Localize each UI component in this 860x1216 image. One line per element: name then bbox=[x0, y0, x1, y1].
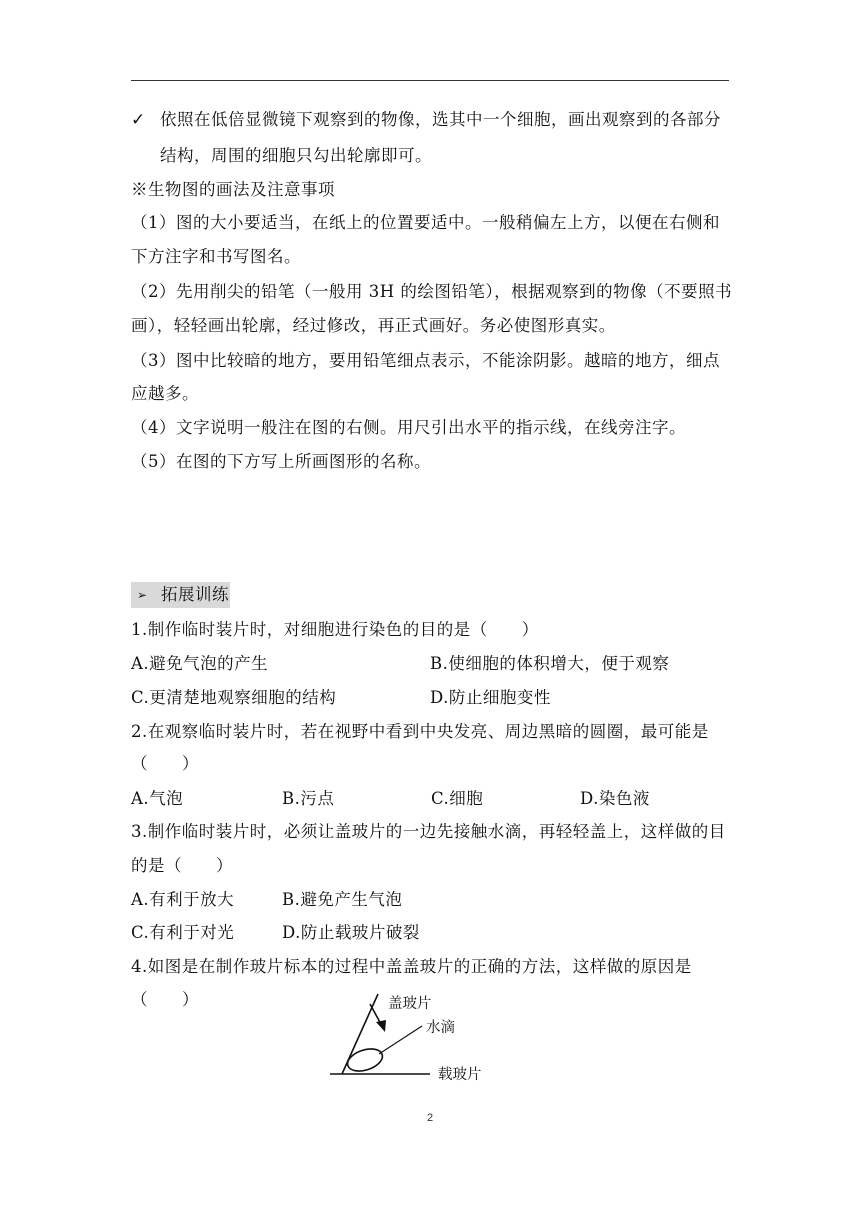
arrow-down-icon bbox=[376, 1020, 386, 1032]
note-3-line-1: （3）图中比较暗的地方，要用铅笔细点表示，不能涂阴影。越暗的地方，细点 bbox=[131, 351, 720, 370]
drawing-notes-heading: ※生物图的画法及注意事项 bbox=[131, 180, 335, 199]
water-drop-shape bbox=[345, 1045, 385, 1075]
question-2-option-b: B.污点 bbox=[282, 789, 335, 808]
label-cover-slip: 盖玻片 bbox=[388, 996, 432, 1012]
label-slide: 载玻片 bbox=[438, 1067, 482, 1083]
note-4: （4）文字说明一般注在图的右侧。用尺引出水平的指示线，在线旁注字。 bbox=[131, 418, 686, 437]
question-1-stem: 1.制作临时装片时，对细胞进行染色的目的是（ ） bbox=[131, 620, 539, 639]
section-title-extended-training bbox=[131, 582, 230, 608]
question-2-stem-line-1: 2.在观察临时装片时，若在视野中看到中央发亮、周边黑暗的圆圈，最可能是 bbox=[131, 722, 709, 741]
question-3-option-d: D.防止载玻片破裂 bbox=[282, 923, 420, 942]
question-3-stem-line-2: 的是（ ） bbox=[131, 856, 233, 875]
note-5: （5）在图的下方写上所画图形的名称。 bbox=[131, 452, 431, 471]
checklist-line-2: 结构，周围的细胞只勾出轮廓即可。 bbox=[160, 146, 432, 165]
note-1-line-1: （1）图的大小要适当，在纸上的位置要适中。一般稍偏左上方，以便在右侧和 bbox=[131, 213, 720, 232]
question-3-option-a: A.有利于放大 bbox=[131, 890, 235, 909]
section-title-label: 拓展训练 bbox=[161, 585, 229, 604]
question-3-option-b: B.避免产生气泡 bbox=[282, 890, 403, 909]
checklist-line-1: 依照在低倍显微镜下观察到的物像，选其中一个细胞，画出观察到的各部分 bbox=[160, 110, 721, 129]
question-1-option-a: A.避免气泡的产生 bbox=[131, 654, 269, 673]
arrow-bullet-icon: ➢ bbox=[137, 588, 148, 602]
page-number: 2 bbox=[426, 1112, 434, 1124]
note-1-line-2: 下方注字和书写图名。 bbox=[131, 247, 301, 266]
question-3-option-c: C.有利于对光 bbox=[131, 923, 235, 942]
question-2-option-d: D.染色液 bbox=[580, 789, 650, 808]
note-2-line-1: （2）先用削尖的铅笔（一般用 3H 的绘图铅笔），根据观察到的物像（不要照书 bbox=[131, 282, 733, 301]
question-4-stem-line-2: （ ） bbox=[131, 990, 199, 1009]
note-3-line-2: 应越多。 bbox=[131, 384, 199, 403]
cover-slip-diagram bbox=[320, 986, 520, 1096]
note-2-line-2: 画），轻轻画出轮廓，经过修改，再正式画好。务必使图形真实。 bbox=[131, 316, 616, 335]
checkmark-icon: ✓ bbox=[131, 110, 146, 130]
question-2-option-a: A.气泡 bbox=[131, 789, 184, 808]
question-4-stem-line-1: 4.如图是在制作玻片标本的过程中盖盖玻片的正确的方法，这样做的原因是 bbox=[131, 957, 692, 976]
question-3-stem-line-1: 3.制作临时装片时，必须让盖玻片的一边先接触水滴，再轻轻盖上，这样做的目 bbox=[131, 822, 726, 841]
question-1-option-c: C.更清楚地观察细胞的结构 bbox=[131, 688, 337, 707]
water-drop-pointer bbox=[379, 1026, 422, 1054]
question-2-option-c: C.细胞 bbox=[431, 789, 484, 808]
question-1-option-b: B.使细胞的体积增大，便于观察 bbox=[430, 654, 670, 673]
label-water-drop: 水滴 bbox=[426, 1020, 455, 1036]
header-rule bbox=[131, 80, 729, 81]
question-2-stem-line-2: （ ） bbox=[131, 754, 199, 773]
question-1-option-d: D.防止细胞变性 bbox=[430, 688, 551, 707]
